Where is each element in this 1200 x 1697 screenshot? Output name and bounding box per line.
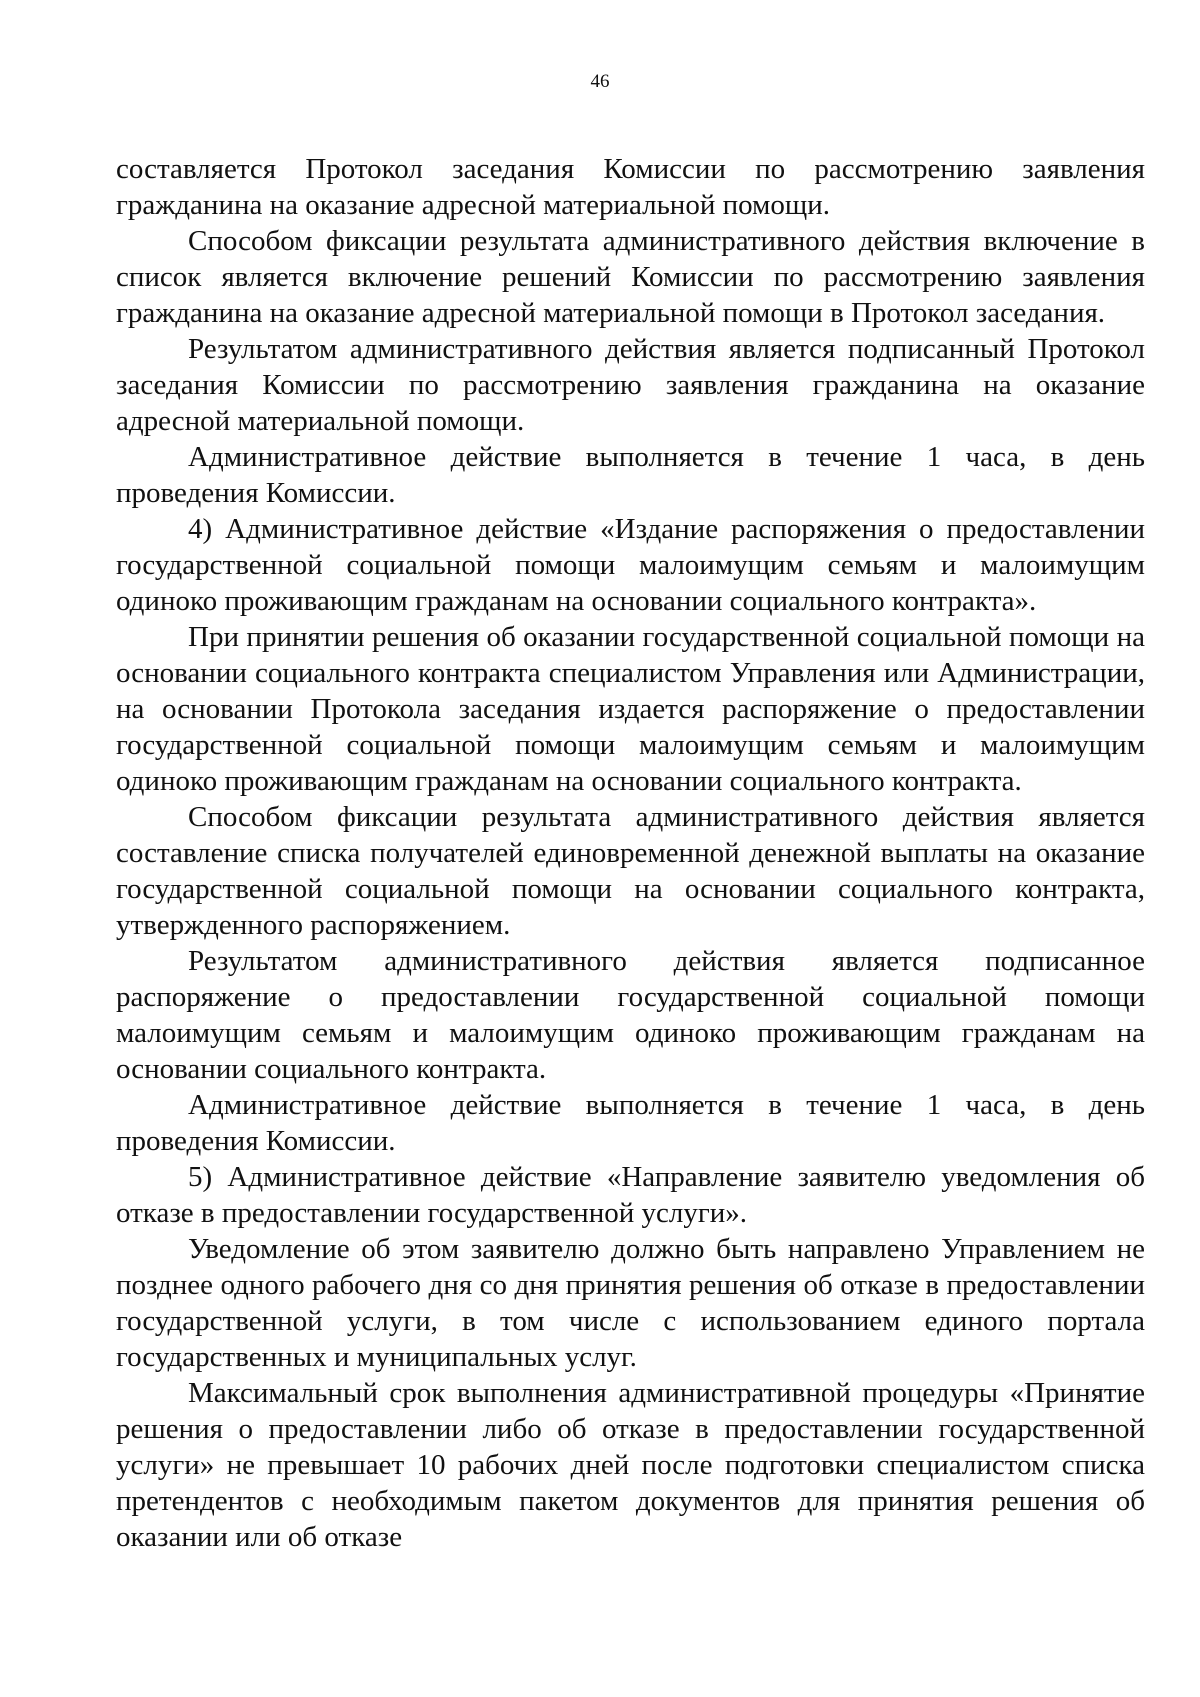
- paragraph-12: Максимальный срок выполнения административной процедуры «Принятие решения о предоставлении либо об отказе в предоставлении государственной услуги» не превышает 10 рабочих дней после подготовки специалистом списка претендентов с необходимым пакетом документов для принятия решения об оказании или об отказе: [116, 1377, 1145, 1553]
- page-number: 46: [590, 71, 610, 92]
- paragraph-3: Результатом административного действия является подписанный Протокол заседания Комиссии по рассмотрению заявления гражданина на оказание адресной материальной помощи.: [116, 333, 1145, 437]
- paragraph-2: Способом фиксации результата административного действия включение в список является включение решений Комиссии по рассмотрению заявления гражданина на оказание адресной материальной помощи в Протокол заседания.: [116, 225, 1145, 329]
- document-body: [116, 151, 1145, 1555]
- paragraph-6: При принятии решения об оказании государственной социальной помощи на основании социального контракта специалистом Управления или Администрации, на основании Протокола заседания издается распоряжение о предоставлении государственной социальной помощи малоимущим семьям и малоимущим одиноко проживающим гражданам на основании социального контракта.: [116, 621, 1145, 797]
- paragraph-1: составляется Протокол заседания Комиссии по рассмотрению заявления гражданина на оказание адресной материальной помощи.: [116, 153, 1145, 221]
- paragraph-4: Административное действие выполняется в течение 1 часа, в день проведения Комиссии.: [116, 441, 1145, 509]
- paragraph-10: 5) Административное действие «Направление заявителю уведомления об отказе в предоставлении государственной услуги».: [116, 1161, 1145, 1229]
- paragraph-5: 4) Административное действие «Издание распоряжения о предоставлении государственной социальной помощи малоимущим семьям и малоимущим одиноко проживающим гражданам на основании социального контракта».: [116, 513, 1145, 617]
- paragraph-8: Результатом административного действия является подписанное распоряжение о предоставлении государственной социальной помощи малоимущим семьям и малоимущим одиноко проживающим гражданам на основании социального контракта.: [116, 945, 1145, 1085]
- paragraph-7: Способом фиксации результата административного действия является составление списка получателей единовременной денежной выплаты на оказание государственной социальной помощи на основании социального контракта, утвержденного распоряжением.: [116, 801, 1145, 941]
- paragraph-9: Административное действие выполняется в течение 1 часа, в день проведения Комиссии.: [116, 1089, 1145, 1157]
- paragraph-11: Уведомление об этом заявителю должно быть направлено Управлением не позднее одного рабочего дня со дня принятия решения об отказе в предоставлении государственной услуги, в том числе с использованием единого портала государственных и муниципальных услуг.: [116, 1233, 1145, 1373]
